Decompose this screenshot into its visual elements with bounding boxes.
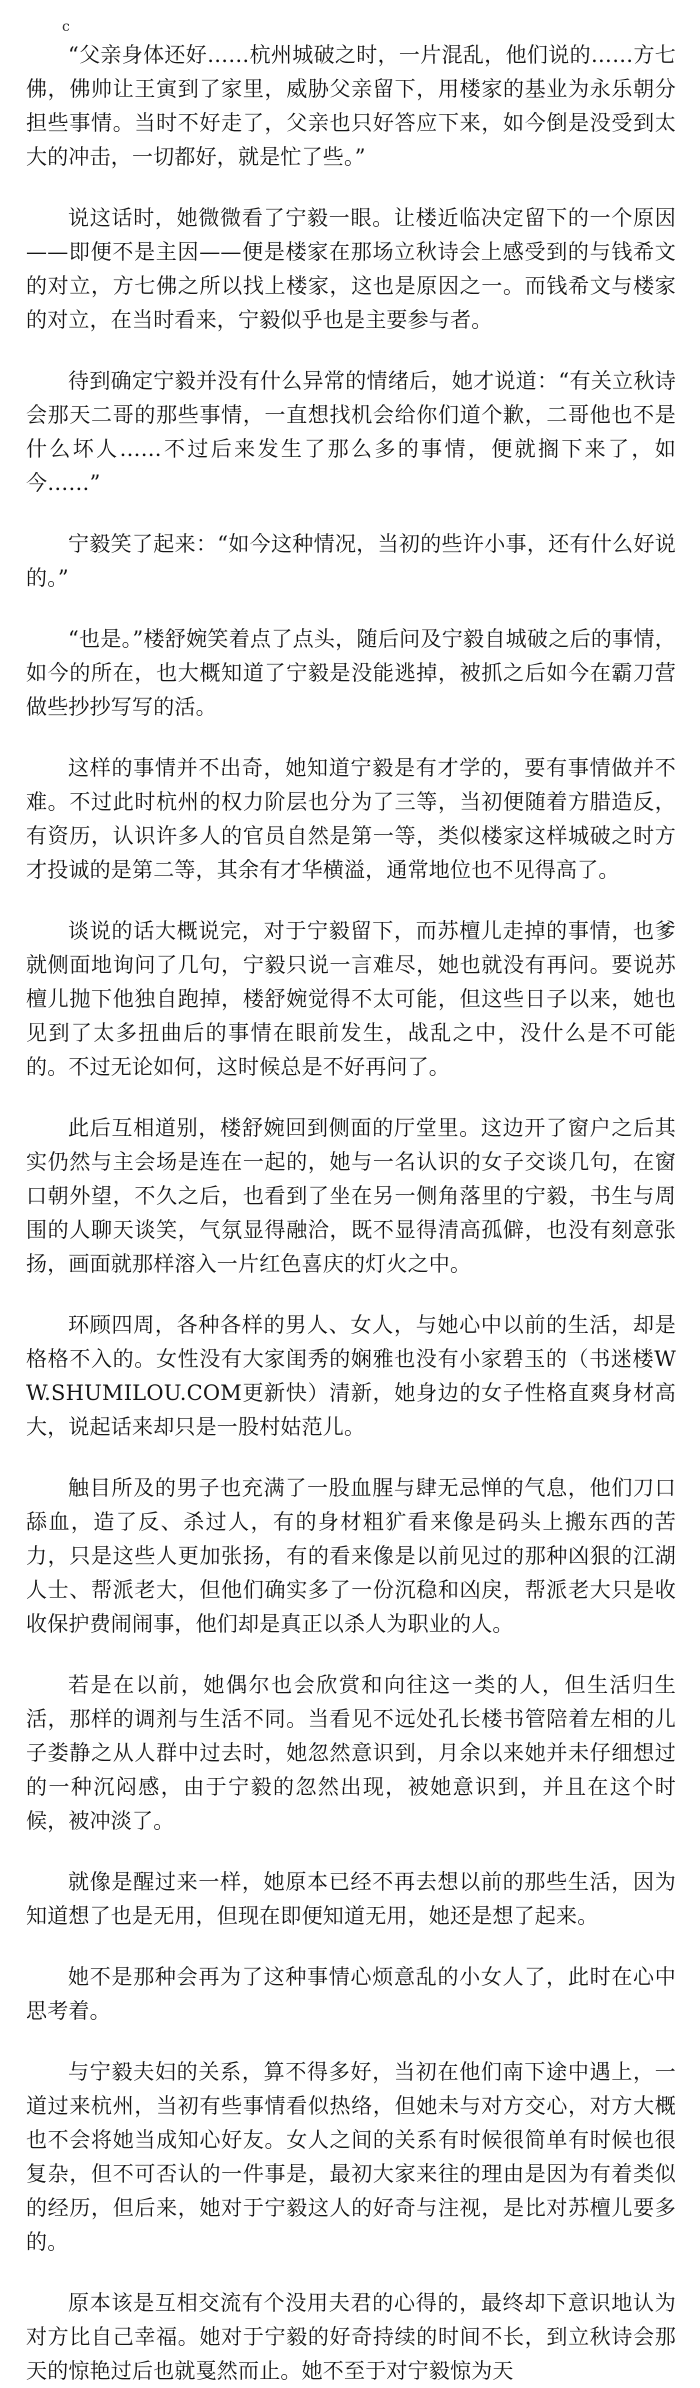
paragraph-6: 这样的事情并不出奇，她知道宁毅是有才学的，要有事情做并不难。不过此时杭州的权力阶层也分为了三等，当初便随着方腊造反，有资历，认识许多人的官员自然是第一等，类似楼家这样城破之时方才投诚的是第二等，其余有才华横溢，通常地位也不见得高了。 <box>26 756 676 882</box>
paragraph-1: “父亲身体还好……杭州城破之时，一片混乱，他们说的……方七佛，佛帅让王寅到了家里，威胁父亲留下，用楼家的基业为永乐朝分担些事情。当时不好走了，父亲也只好答应下来，如今倒是没受到太大的冲击，一切都好，就是忙了些。” <box>26 43 676 169</box>
paragraph-4: 宁毅笑了起来：“如今这种情况，当初的些许小事，还有什么好说的。” <box>26 532 676 590</box>
paragraph-11: 若是在以前，她偶尔也会欣赏和向往这一类的人，但生活归生活，那样的调剂与生活不同。当看见不远处孔长楼书管陪着左相的儿子娄静之从人群中过去时，她忽然意识到，月余以来她并未仔细想过的一种沉闷感，由于宁毅的忽然出现，被她意识到，并且在这个时候，被冲淡了。 <box>26 1673 676 1833</box>
paragraph-15: 原本该是互相交流有个没用夫君的心得的，最终却下意识地认为对方比自己幸福。她对于宁毅的好奇持续的时间不长，到立秋诗会那天的惊艳过后也就戛然而止。她不至于对宁毅惊为天 <box>26 2291 676 2383</box>
paragraph-14: 与宁毅夫妇的关系，算不得多好，当初在他们南下途中遇上，一道过来杭州，当初有些事情看似热络，但她未与对方交心，对方大概也不会将她当成知心好友。女人之间的关系有时候很简单有时候也很复杂，但不可否认的一件事是，最初大家来往的理由是因为有着类似的经历，但后来，她对于宁毅这人的好奇与注视，是比对苏檀儿要多的。 <box>26 2060 676 2254</box>
paragraph-9: 环顾四周，各种各样的男人、女人，与她心中以前的生活，却是格格不入的。女性没有大家闺秀的娴雅也没有小家碧玉的（书迷楼WW.SHUMILOU.COM更新快）清新，她身边的女子性格直爽身材高大，说起话来却只是一股村姑范儿。 <box>26 1313 676 1439</box>
paragraph-2: 说这话时，她微微看了宁毅一眼。让楼近临决定留下的一个原因——即便不是主因——便是楼家在那场立秋诗会上感受到的与钱希文的对立，方七佛之所以找上楼家，这也是原因之一。而钱希文与楼家的对立，在当时看来，宁毅似乎也是主要参与者。 <box>26 206 676 332</box>
paragraph-10: 触目所及的男子也充满了一股血腥与肆无忌惮的气息，他们刀口舔血，造了反、杀过人，有的身材粗犷看来像是码头上搬东西的苦力，只是这些人更加张扬，有的看来像是以前见过的那种凶狠的江湖人士、帮派老大，但他们确实多了一份沉稳和凶戾，帮派老大只是收收保护费闹闹事，他们却是真正以杀人为职业的人。 <box>26 1476 676 1636</box>
paragraph-13: 她不是那种会再为了这种事情心烦意乱的小女人了，此时在心中思考着。 <box>26 1965 676 2023</box>
page-corner-mark: c <box>62 19 71 35</box>
paragraph-7: 谈说的话大概说完，对于宁毅留下，而苏檀儿走掉的事情，也爹就侧面地询问了几句，宁毅只说一言难尽，她也就没有再问。要说苏檀儿抛下他独自跑掉，楼舒婉觉得不太可能，但这些日子以来，她也见到了太多扭曲后的事情在眼前发生，战乱之中，没什么是不可能的。不过无论如何，这时候总是不好再问了。 <box>26 919 676 1079</box>
paragraph-5: “也是。”楼舒婉笑着点了点头，随后问及宁毅自城破之后的事情，如今的所在，也大概知道了宁毅是没能逃掉，被抓之后如今在霸刀营做些抄抄写写的活。 <box>26 627 676 719</box>
paragraph-8: 此后互相道别，楼舒婉回到侧面的厅堂里。这边开了窗户之后其实仍然与主会场是连在一起的，她与一名认识的女子交谈几句，在窗口朝外望，不久之后，也看到了坐在另一侧角落里的宁毅，书生与周围的人聊天谈笑，气氛显得融洽，既不显得清高孤僻，也没有刻意张扬，画面就那样溶入一片红色喜庆的灯火之中。 <box>26 1116 676 1276</box>
paragraph-3: 待到确定宁毅并没有什么异常的情绪后，她才说道：“有关立秋诗会那天二哥的那些事情，一直想找机会给你们道个歉，二哥他也不是什么坏人……不过后来发生了那么多的事情，便就搁下来了，如今……” <box>26 369 676 495</box>
paragraph-12: 就像是醒过来一样，她原本已经不再去想以前的那些生活，因为知道想了也是无用，但现在即便知道无用，她还是想了起来。 <box>26 1870 676 1928</box>
